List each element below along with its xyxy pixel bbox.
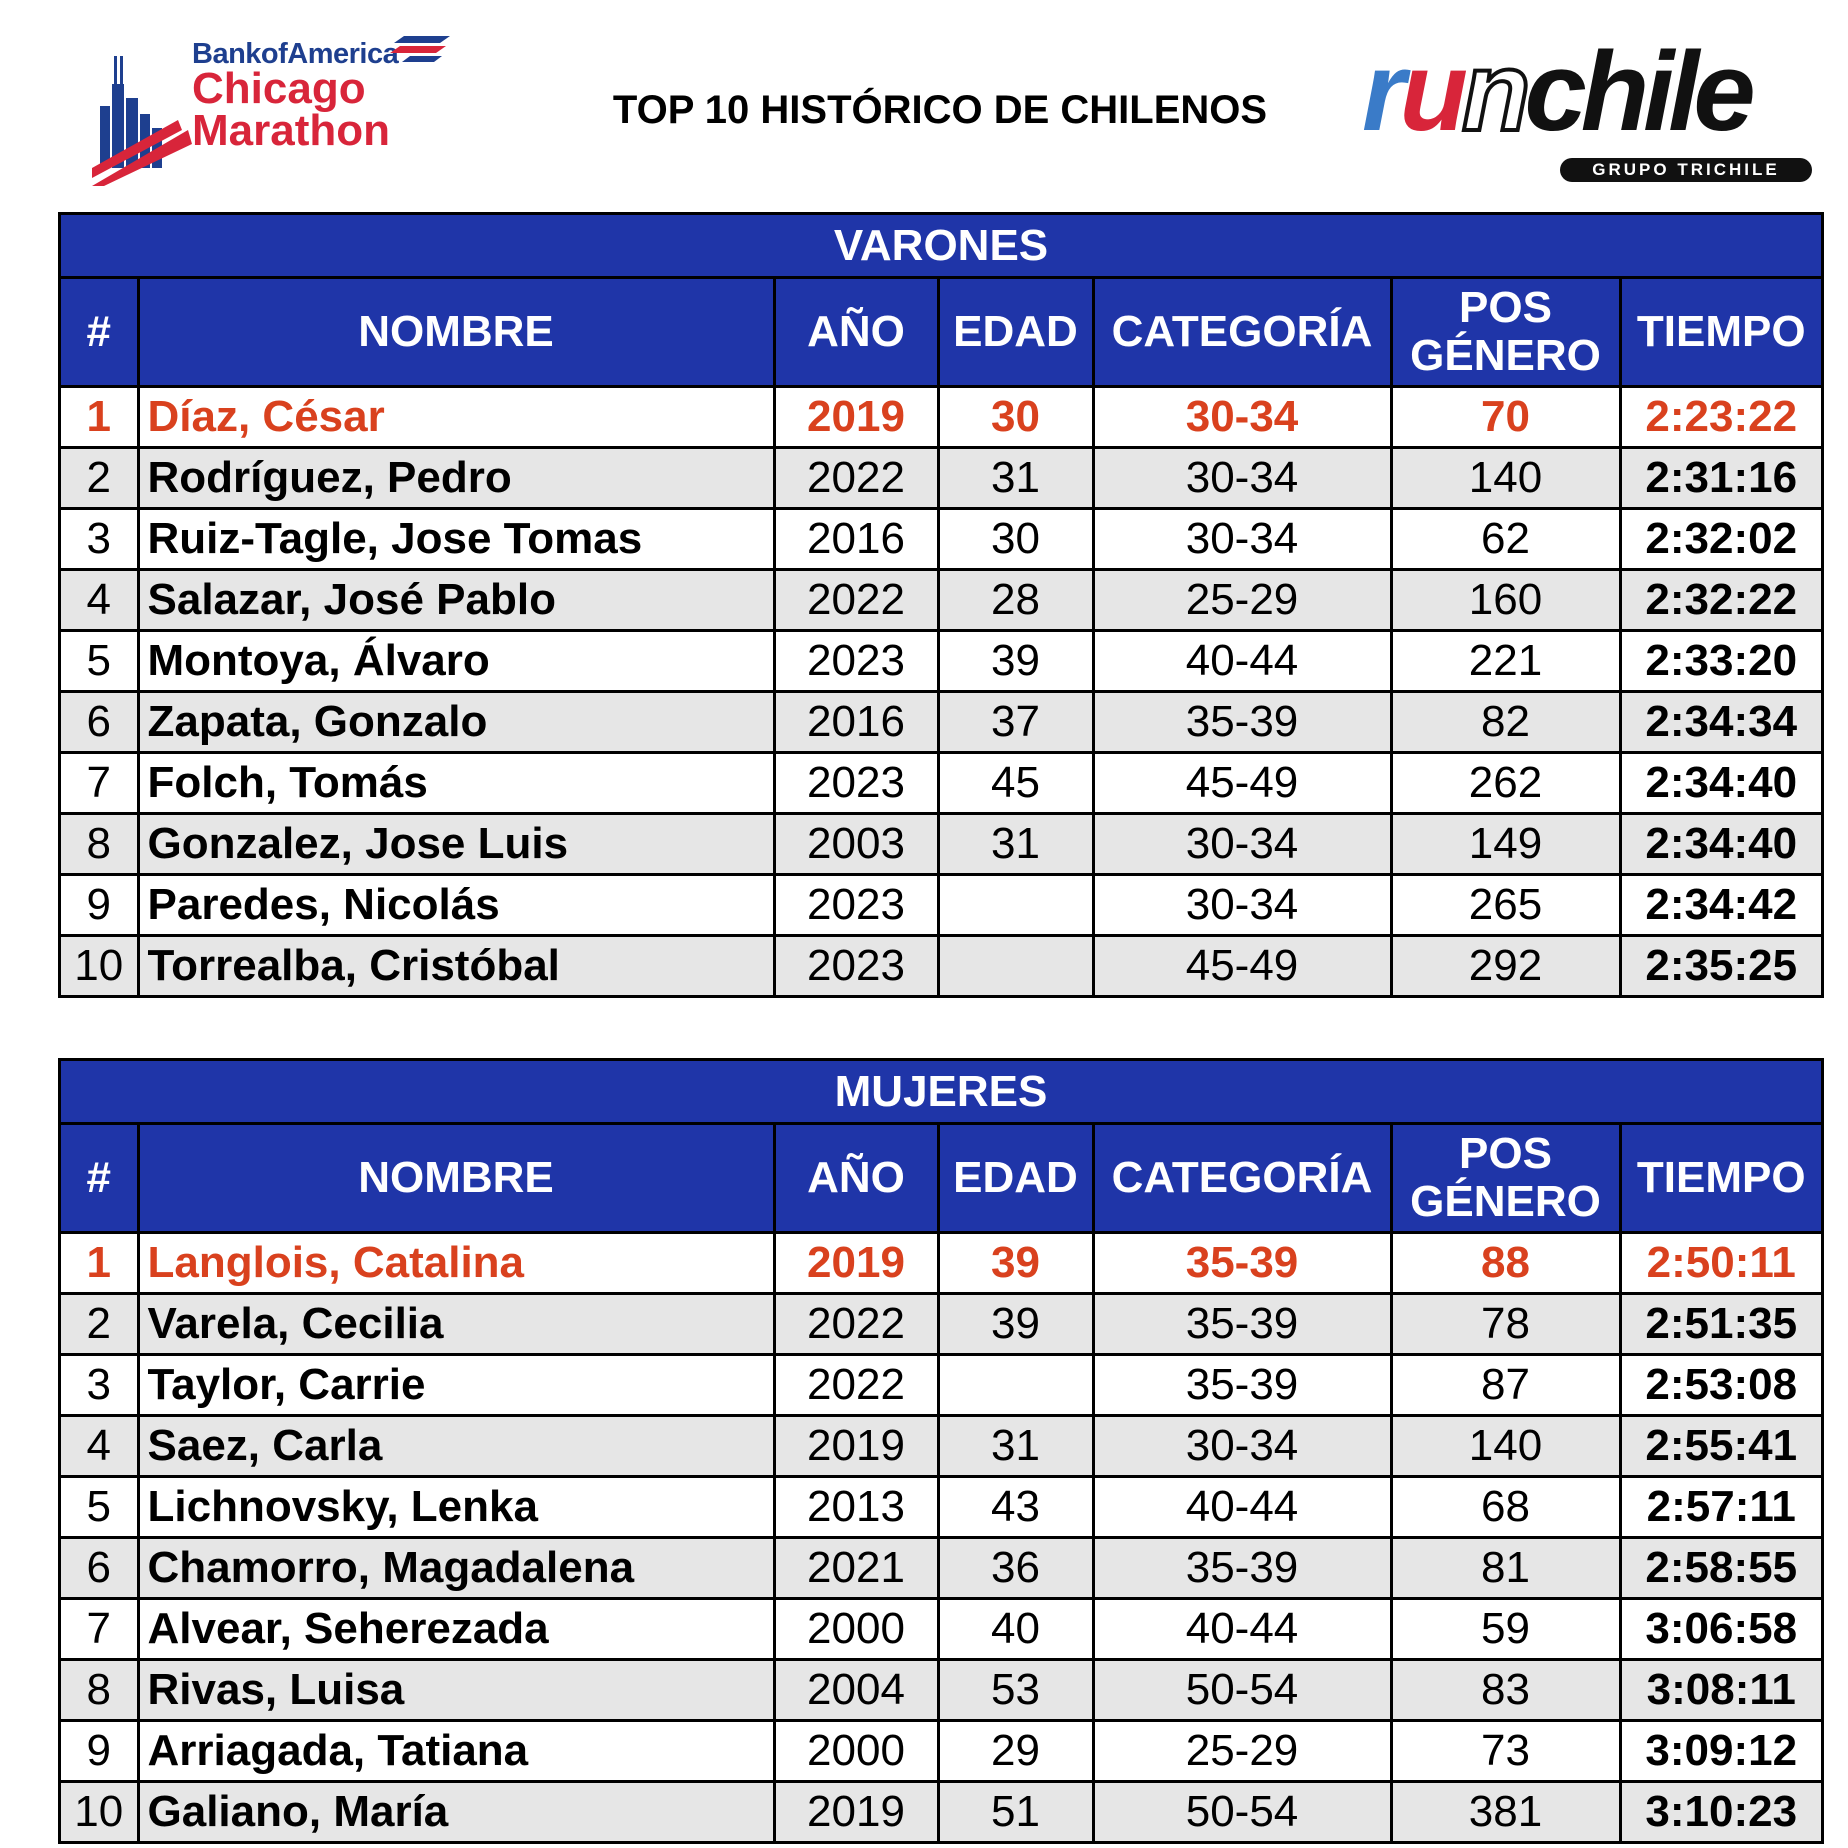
skyline-icon [92,44,192,186]
runchile-wordmark [1362,26,1822,154]
cell-rank: 5 [61,1477,138,1538]
col-time-header: TIEMPO [1620,279,1821,387]
cell-time: 2:34:40 [1620,814,1821,875]
cell-year: 2004 [774,1660,938,1721]
cell-age: 45 [938,753,1093,814]
cell-pos: 70 [1391,387,1620,448]
cell-year: 2023 [774,631,938,692]
boa-flag-icon [390,34,452,64]
pos-line2: GÉNERO [1410,1177,1601,1226]
table-row [61,936,1821,996]
cell-name: Díaz, César [138,387,774,448]
men-results-table [61,279,1821,995]
cell-pos: 160 [1391,570,1620,631]
col-category-header: CATEGORÍA [1093,279,1391,387]
cell-age: 43 [938,1477,1093,1538]
cell-pos: 82 [1391,692,1620,753]
cell-category: 25-29 [1093,570,1391,631]
cell-rank: 7 [61,753,138,814]
table-row [61,1477,1821,1538]
cell-pos: 140 [1391,1416,1620,1477]
cell-year: 2019 [774,387,938,448]
cell-age: 51 [938,1782,1093,1842]
boa-brand-text: BankofAmerica [192,38,399,70]
cell-age: 53 [938,1660,1093,1721]
cell-name: Torrealba, Cristóbal [138,936,774,996]
cell-rank: 4 [61,1416,138,1477]
cell-year: 2003 [774,814,938,875]
cell-name: Gonzalez, Jose Luis [138,814,774,875]
men-section-title: VARONES [61,215,1821,279]
cell-name: Chamorro, Magadalena [138,1538,774,1599]
cell-category: 30-34 [1093,387,1391,448]
cell-name: Varela, Cecilia [138,1294,774,1355]
cell-name: Rivas, Luisa [138,1660,774,1721]
cell-time: 2:32:02 [1620,509,1821,570]
cell-year: 2013 [774,1477,938,1538]
cell-category: 50-54 [1093,1660,1391,1721]
cell-pos: 381 [1391,1782,1620,1842]
col-category-header: CATEGORÍA [1093,1125,1391,1233]
col-pos-header [1391,1125,1620,1233]
cell-year: 2023 [774,753,938,814]
cell-age: 37 [938,692,1093,753]
cell-year: 2023 [774,936,938,996]
cell-category: 30-34 [1093,509,1391,570]
chicago-marathon-text [192,64,390,155]
cell-year: 2019 [774,1416,938,1477]
cell-age: 40 [938,1599,1093,1660]
cell-pos: 265 [1391,875,1620,936]
cell-pos: 87 [1391,1355,1620,1416]
table-row [61,1355,1821,1416]
cell-pos: 88 [1391,1233,1620,1294]
grupo-trichile-badge: GRUPO TRICHILE [1560,158,1812,182]
cell-name: Montoya, Álvaro [138,631,774,692]
cell-year: 2022 [774,1355,938,1416]
cell-category: 30-34 [1093,814,1391,875]
pos-line1: POS [1459,1129,1552,1178]
cell-age: 31 [938,1416,1093,1477]
cell-pos: 221 [1391,631,1620,692]
table-row [61,387,1821,448]
cell-age: 39 [938,1233,1093,1294]
cell-age: 30 [938,387,1093,448]
cell-age: 31 [938,814,1093,875]
cell-category: 30-34 [1093,875,1391,936]
page-header [0,0,1848,210]
cell-rank: 3 [61,509,138,570]
table-row [61,1538,1821,1599]
table-row [61,875,1821,936]
cell-time: 2:58:55 [1620,1538,1821,1599]
cell-name: Rodríguez, Pedro [138,448,774,509]
cell-pos: 59 [1391,1599,1620,1660]
marathon-line: Marathon [192,106,390,155]
cell-year: 2022 [774,570,938,631]
runchile-logo [1362,26,1822,186]
cell-pos: 262 [1391,753,1620,814]
table-row [61,570,1821,631]
table-row [61,1233,1821,1294]
cell-rank: 2 [61,1294,138,1355]
women-table-block [58,1058,1824,1844]
col-rank-header: # [61,1125,138,1233]
col-age-header: EDAD [938,279,1093,387]
cell-name: Paredes, Nicolás [138,875,774,936]
cell-category: 25-29 [1093,1721,1391,1782]
table-row [61,692,1821,753]
cell-rank: 4 [61,570,138,631]
cell-time: 2:32:22 [1620,570,1821,631]
cell-rank: 1 [61,1233,138,1294]
women-section-title: MUJERES [61,1061,1821,1125]
table-row [61,631,1821,692]
cell-name: Galiano, María [138,1782,774,1842]
cell-time: 2:23:22 [1620,387,1821,448]
cell-year: 2019 [774,1233,938,1294]
cell-time: 2:35:25 [1620,936,1821,996]
cell-category: 40-44 [1093,631,1391,692]
cell-time: 2:31:16 [1620,448,1821,509]
cell-year: 2000 [774,1599,938,1660]
cell-rank: 3 [61,1355,138,1416]
col-age-header: EDAD [938,1125,1093,1233]
col-name-header: NOMBRE [138,279,774,387]
table-row [61,1294,1821,1355]
women-header-row [61,1125,1821,1233]
cell-time: 2:33:20 [1620,631,1821,692]
cell-name: Lichnovsky, Lenka [138,1477,774,1538]
cell-pos: 292 [1391,936,1620,996]
table-row [61,1660,1821,1721]
cell-pos: 73 [1391,1721,1620,1782]
pos-line2: GÉNERO [1410,331,1601,380]
cell-name: Alvear, Seherezada [138,1599,774,1660]
col-year-header: AÑO [774,1125,938,1233]
cell-time: 2:51:35 [1620,1294,1821,1355]
cell-rank: 5 [61,631,138,692]
women-results-table [61,1125,1821,1841]
pos-line1: POS [1459,283,1552,332]
cell-pos: 68 [1391,1477,1620,1538]
cell-name: Taylor, Carrie [138,1355,774,1416]
cell-age: 31 [938,448,1093,509]
cell-name: Langlois, Catalina [138,1233,774,1294]
col-name-header: NOMBRE [138,1125,774,1233]
table-row [61,1782,1821,1842]
cell-rank: 1 [61,387,138,448]
cell-category: 35-39 [1093,692,1391,753]
cell-age [938,1355,1093,1416]
cell-year: 2016 [774,509,938,570]
men-header-row [61,279,1821,387]
cell-time: 2:50:11 [1620,1233,1821,1294]
col-year-header: AÑO [774,279,938,387]
cell-category: 30-34 [1093,448,1391,509]
cell-year: 2022 [774,1294,938,1355]
cell-year: 2019 [774,1782,938,1842]
cell-time: 2:34:42 [1620,875,1821,936]
cell-category: 45-49 [1093,753,1391,814]
cell-category: 35-39 [1093,1355,1391,1416]
cell-age: 28 [938,570,1093,631]
cell-name: Arriagada, Tatiana [138,1721,774,1782]
cell-time: 2:55:41 [1620,1416,1821,1477]
table-row [61,1721,1821,1782]
cell-age: 29 [938,1721,1093,1782]
cell-pos: 81 [1391,1538,1620,1599]
cell-year: 2016 [774,692,938,753]
table-row [61,448,1821,509]
cell-time: 3:09:12 [1620,1721,1821,1782]
cell-time: 2:34:40 [1620,753,1821,814]
table-row [61,1599,1821,1660]
cell-age [938,875,1093,936]
cell-name: Zapata, Gonzalo [138,692,774,753]
cell-year: 2000 [774,1721,938,1782]
men-table-block [58,212,1824,998]
cell-age: 39 [938,631,1093,692]
cell-pos: 83 [1391,1660,1620,1721]
svg-text:runchile: runchile [1362,29,1750,154]
table-row [61,1416,1821,1477]
cell-pos: 140 [1391,448,1620,509]
cell-year: 2021 [774,1538,938,1599]
cell-time: 2:53:08 [1620,1355,1821,1416]
col-rank-header: # [61,279,138,387]
cell-rank: 10 [61,1782,138,1842]
cell-age: 30 [938,509,1093,570]
cell-time: 3:08:11 [1620,1660,1821,1721]
cell-rank: 6 [61,1538,138,1599]
cell-name: Saez, Carla [138,1416,774,1477]
cell-rank: 6 [61,692,138,753]
cell-rank: 10 [61,936,138,996]
cell-rank: 8 [61,814,138,875]
cell-pos: 62 [1391,509,1620,570]
cell-age: 36 [938,1538,1093,1599]
cell-rank: 9 [61,1721,138,1782]
cell-time: 2:57:11 [1620,1477,1821,1538]
page-title: TOP 10 HISTÓRICO DE CHILENOS [612,88,1268,132]
cell-rank: 2 [61,448,138,509]
col-pos-header [1391,279,1620,387]
cell-rank: 7 [61,1599,138,1660]
table-row [61,814,1821,875]
cell-category: 30-34 [1093,1416,1391,1477]
cell-name: Folch, Tomás [138,753,774,814]
cell-rank: 9 [61,875,138,936]
cell-category: 40-44 [1093,1477,1391,1538]
table-row [61,509,1821,570]
cell-year: 2023 [774,875,938,936]
cell-category: 50-54 [1093,1782,1391,1842]
cell-year: 2022 [774,448,938,509]
chicago-line: Chicago [192,64,366,113]
cell-category: 35-39 [1093,1294,1391,1355]
cell-category: 45-49 [1093,936,1391,996]
cell-time: 2:34:34 [1620,692,1821,753]
col-time-header: TIEMPO [1620,1125,1821,1233]
cell-age: 39 [938,1294,1093,1355]
cell-pos: 78 [1391,1294,1620,1355]
table-row [61,753,1821,814]
cell-name: Salazar, José Pablo [138,570,774,631]
cell-name: Ruiz-Tagle, Jose Tomas [138,509,774,570]
chicago-marathon-logo [92,34,472,184]
cell-time: 3:06:58 [1620,1599,1821,1660]
cell-category: 35-39 [1093,1538,1391,1599]
cell-rank: 8 [61,1660,138,1721]
cell-pos: 149 [1391,814,1620,875]
cell-time: 3:10:23 [1620,1782,1821,1842]
cell-category: 40-44 [1093,1599,1391,1660]
cell-category: 35-39 [1093,1233,1391,1294]
cell-age [938,936,1093,996]
